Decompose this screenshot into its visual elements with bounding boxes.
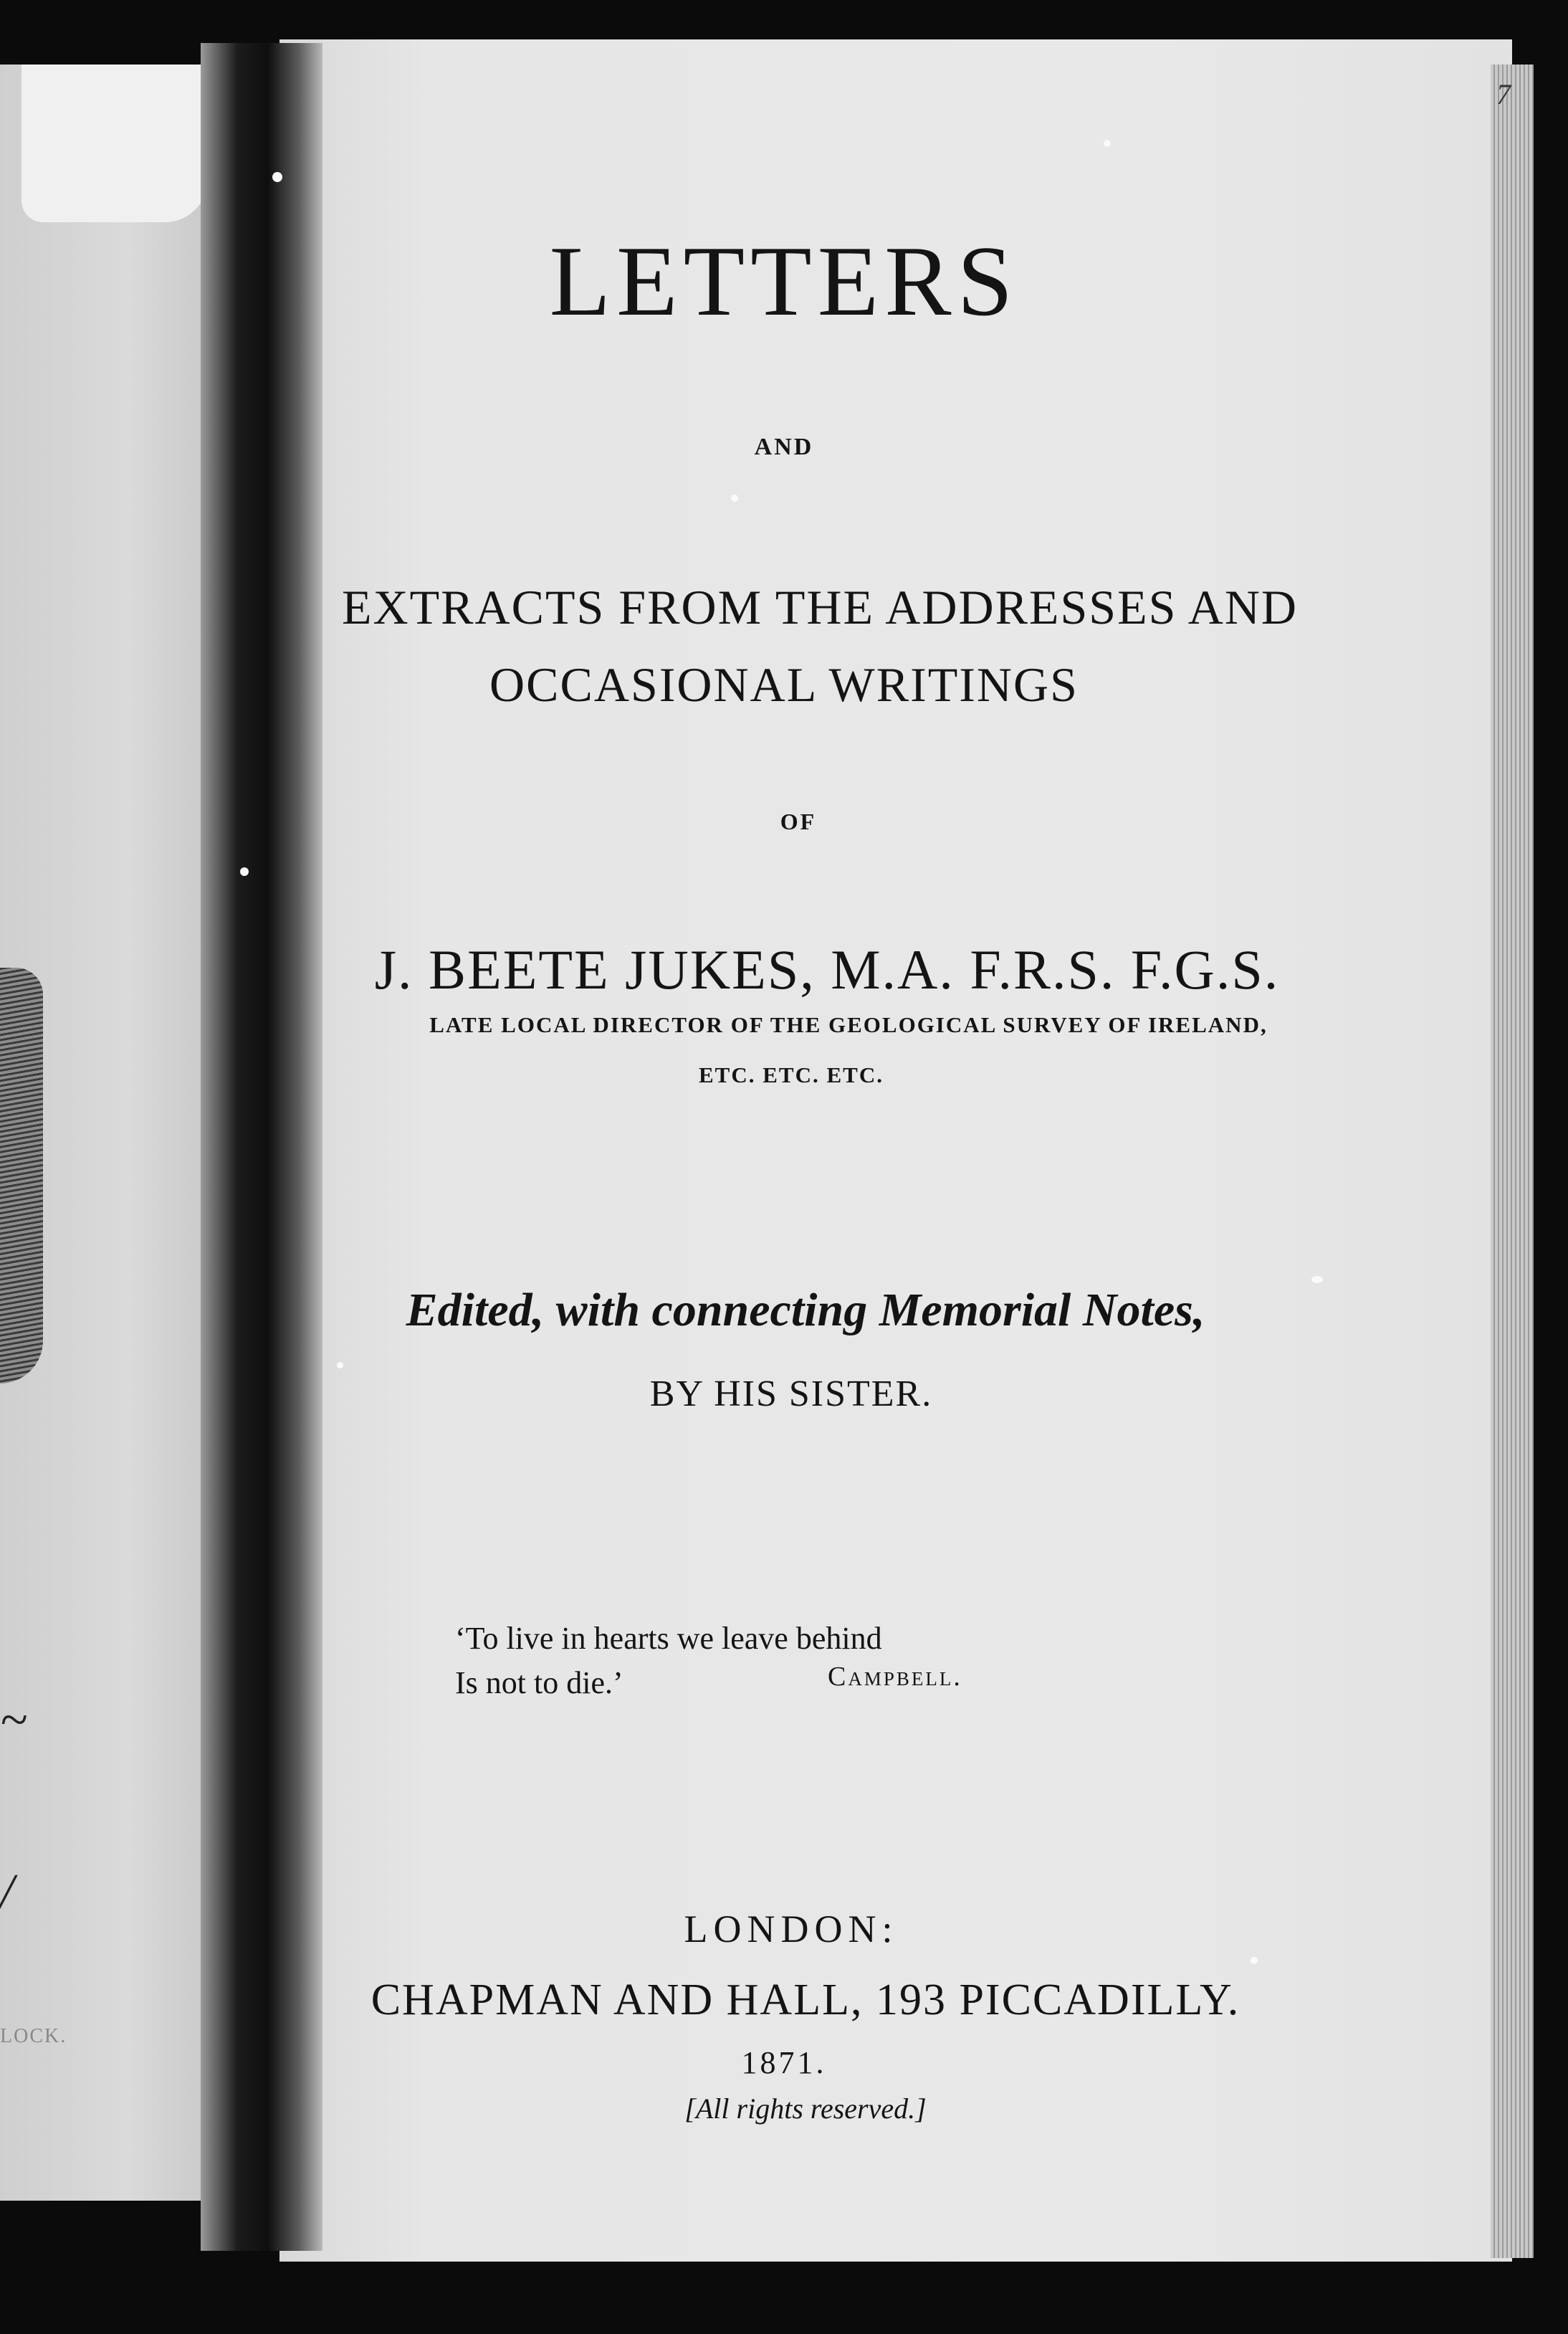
epigraph-line-1: ‘To live in hearts we leave behind <box>455 1621 882 1656</box>
editor-note: Edited, with connecting Memorial Notes, <box>406 1284 1205 1336</box>
epigraph <box>455 1616 882 1705</box>
book-title: LETTERS <box>549 226 1019 337</box>
dust-speck <box>337 1362 343 1368</box>
imprint-city: LONDON: <box>684 1907 899 1950</box>
subtitle-line-1: EXTRACTS FROM THE ADDRESSES AND <box>341 580 1299 634</box>
dust-speck <box>1311 1276 1323 1283</box>
rights-notice: [All rights reserved.] <box>684 2092 927 2125</box>
dust-speck <box>1104 140 1111 147</box>
epigraph-line-2: Is not to die.’ <box>455 1665 623 1700</box>
author-role-line-2: ETC. ETC. ETC. <box>699 1062 884 1087</box>
imprint-year: 1871. <box>741 2045 827 2080</box>
imprint-publisher: CHAPMAN AND HALL, 193 PICCADILLY. <box>371 1976 1240 2024</box>
frontispiece-caption: LOCK. <box>0 2025 67 2047</box>
author-role-line-1: LATE LOCAL DIRECTOR OF THE GEOLOGICAL SURVEY OF IRELAND, <box>429 1012 1268 1037</box>
editor-credit: BY HIS SISTER. <box>649 1373 933 1414</box>
dust-speck <box>272 172 282 182</box>
dust-speck <box>731 495 738 502</box>
folio-number: 7 <box>1496 78 1511 110</box>
dust-speck <box>240 867 249 876</box>
author-name: J. BEETE JUKES, M.A. F.R.S. F.G.S. <box>374 938 1280 1001</box>
handwriting-fragment: / <box>0 1864 14 1920</box>
preposition-of: OF <box>780 809 817 834</box>
torn-corner <box>21 65 208 222</box>
dust-speck <box>1251 1957 1258 1964</box>
subtitle-line-2: OCCASIONAL WRITINGS <box>489 657 1079 712</box>
handwriting-fragment: ~ <box>0 1692 27 1748</box>
epigraph-attribution: Campbell. <box>828 1662 962 1692</box>
conjunction-and: AND <box>754 434 814 460</box>
facing-page-frontispiece <box>0 65 215 2201</box>
